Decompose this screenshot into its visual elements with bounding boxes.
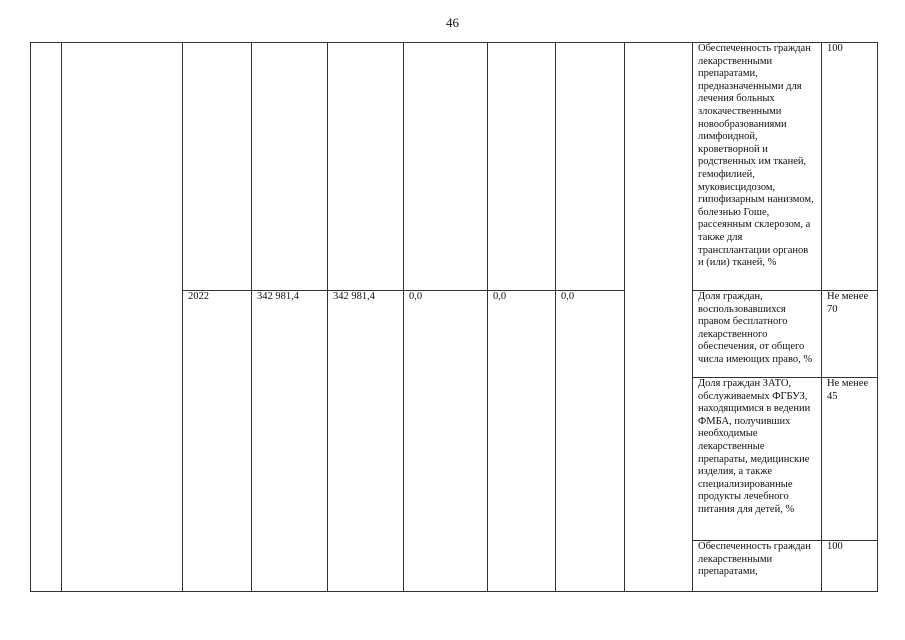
program-table bbox=[30, 42, 878, 592]
target-value-cell: Не менее 70 bbox=[822, 291, 878, 378]
indicator-cell: Доля граждан ЗАТО, обслуживаемых ФГБУЗ, находящимися в ведении ФМБА, получивших необходимые лекарственные препараты, медицинские изделия, а также специализированные продукты лечебного питания для детей, % bbox=[693, 378, 822, 541]
indicator-cell: Обеспеченность граждан лекарственными препаратами, предназначенными для лечения больных злокачественными новообразованиями лимфоидной, кроветворной и родственных им тканей, гемофилией, муковисцидозом, гипофизарным нанизмом, болезнью Гоше, рассеянным склерозом, а также для трансплантации органов и (или) тканей, % bbox=[693, 43, 822, 291]
value-cell bbox=[404, 43, 488, 291]
table-row bbox=[31, 43, 878, 291]
year-cell bbox=[183, 43, 252, 291]
value-cell: 0,0 bbox=[488, 291, 556, 592]
value-cell: 342 981,4 bbox=[328, 291, 404, 592]
value-cell bbox=[556, 43, 625, 291]
name-cell bbox=[62, 43, 183, 592]
target-value-cell: 100 bbox=[822, 43, 878, 291]
value-cell: 0,0 bbox=[404, 291, 488, 592]
target-value-cell: 100 bbox=[822, 541, 878, 592]
value-cell bbox=[252, 43, 328, 291]
executor-cell bbox=[625, 43, 693, 592]
number-cell bbox=[31, 43, 62, 592]
target-value-cell: Не менее 45 bbox=[822, 378, 878, 541]
page-number: 46 bbox=[446, 15, 459, 30]
indicator-cell: Обеспеченность граждан лекарственными препаратами, bbox=[693, 541, 822, 592]
value-cell: 0,0 bbox=[556, 291, 625, 592]
value-cell bbox=[328, 43, 404, 291]
value-cell bbox=[488, 43, 556, 291]
year-cell: 2022 bbox=[183, 291, 252, 592]
indicator-cell: Доля граждан, воспользовавшихся правом бесплатного лекарственного обеспечения, от общего числа имеющих право, % bbox=[693, 291, 822, 378]
total-value-cell: 342 981,4 bbox=[252, 291, 328, 592]
